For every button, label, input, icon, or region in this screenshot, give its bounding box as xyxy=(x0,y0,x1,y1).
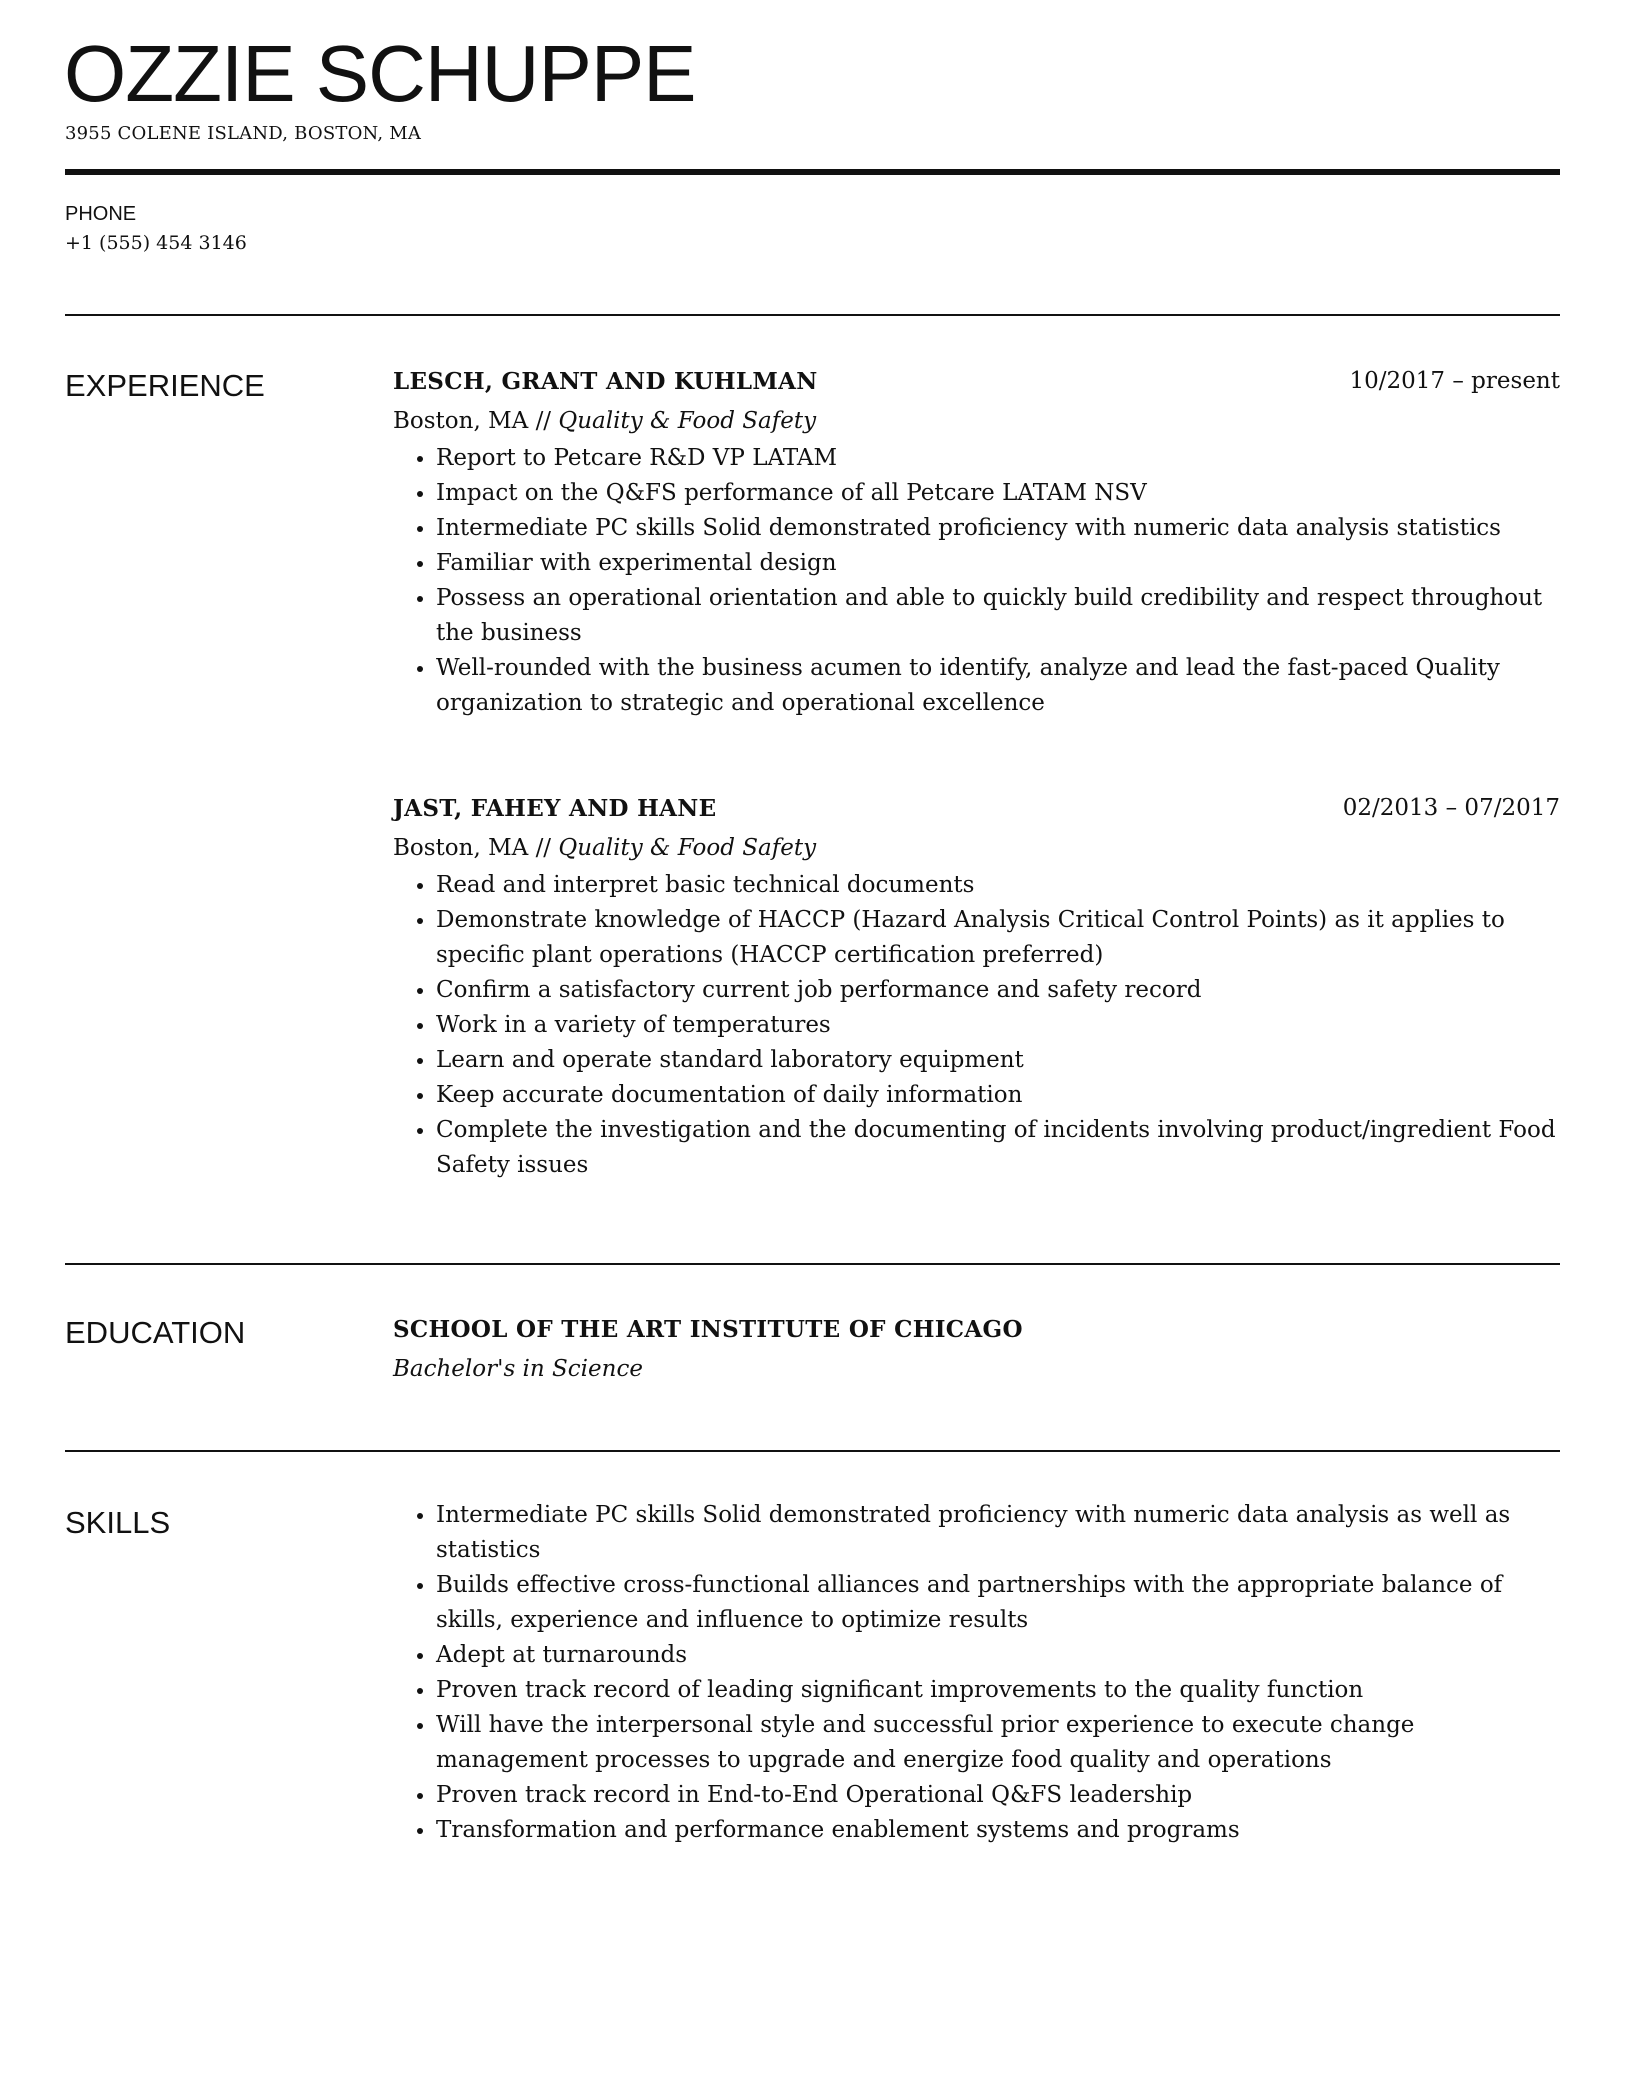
skills-list xyxy=(393,1498,1560,1848)
header-divider xyxy=(65,169,1560,175)
job-subtitle xyxy=(393,404,1560,439)
skills-heading: SKILLS xyxy=(65,1505,171,1540)
separator: // xyxy=(535,408,552,434)
job-dates: 10/2017 – present xyxy=(1349,368,1560,394)
job-subtitle xyxy=(393,831,1560,866)
section-divider xyxy=(65,314,1560,316)
job-role: Quality & Food Safety xyxy=(558,408,817,434)
job-bullets xyxy=(393,868,1560,1183)
job-bullets xyxy=(393,441,1560,721)
company-name: LESCH, GRANT AND KUHLMAN xyxy=(393,368,818,395)
job-location: Boston, MA xyxy=(393,408,529,434)
degree: Bachelor's in Science xyxy=(393,1356,643,1382)
job-role: Quality & Food Safety xyxy=(558,835,817,861)
education-heading: EDUCATION xyxy=(65,1315,246,1350)
job-entry xyxy=(393,791,1560,1183)
phone-label: PHONE xyxy=(65,203,137,225)
list-item: • Intermediate PC skills Solid demonstrated proficiency with numeric data analysis as well as statistics xyxy=(436,1498,1560,1568)
section-divider xyxy=(65,1450,1560,1452)
list-item: • Will have the interpersonal style and successful prior experience to execute change management processes to upgrade and energize food quality and operations xyxy=(436,1708,1560,1778)
list-item: • Learn and operate standard laboratory equipment xyxy=(436,1043,1560,1078)
list-item: • Complete the investigation and the documenting of incidents involving product/ingredient Food Safety issues xyxy=(436,1113,1560,1183)
section-divider xyxy=(65,1263,1560,1265)
list-item: • Work in a variety of temperatures xyxy=(436,1008,1560,1043)
job-entry xyxy=(393,364,1560,721)
list-item: • Demonstrate knowledge of HACCP (Hazard Analysis Critical Control Points) as it applies to specific plant operations (HACCP certification preferred) xyxy=(436,903,1560,973)
phone-number: +1 (555) 454 3146 xyxy=(65,232,247,254)
school-name: SCHOOL OF THE ART INSTITUTE OF CHICAGO xyxy=(393,1316,1023,1343)
education-entry xyxy=(393,1312,1560,1387)
list-item: • Read and interpret basic technical documents xyxy=(436,868,1560,903)
list-item: • Adept at turnarounds xyxy=(436,1638,1560,1673)
list-item: • Builds effective cross-functional alliances and partnerships with the appropriate balance of skills, experience and influence to optimize results xyxy=(436,1568,1560,1638)
experience-list xyxy=(393,364,1560,1183)
job-location: Boston, MA xyxy=(393,835,529,861)
job-dates: 02/2013 – 07/2017 xyxy=(1342,795,1560,821)
list-item: • Report to Petcare R&D VP LATAM xyxy=(436,441,1560,476)
list-item: • Confirm a satisfactory current job performance and safety record xyxy=(436,973,1560,1008)
list-item: • Intermediate PC skills Solid demonstrated proficiency with numeric data analysis statistics xyxy=(436,511,1560,546)
company-name: JAST, FAHEY AND HANE xyxy=(393,795,717,822)
list-item: • Familiar with experimental design xyxy=(436,546,1560,581)
list-item: • Keep accurate documentation of daily information xyxy=(436,1078,1560,1113)
list-item: • Impact on the Q&FS performance of all Petcare LATAM NSV xyxy=(436,476,1560,511)
list-item: • Proven track record of leading significant improvements to the quality function xyxy=(436,1673,1560,1708)
candidate-name: OZZIE SCHUPPE xyxy=(64,29,696,118)
list-item: • Transformation and performance enablement systems and programs xyxy=(436,1813,1560,1848)
experience-heading: EXPERIENCE xyxy=(65,368,265,403)
list-item: • Well-rounded with the business acumen to identify, analyze and lead the fast-paced Quality organization to strategic and operational excellence xyxy=(436,651,1560,721)
separator: // xyxy=(535,835,552,861)
list-item: • Possess an operational orientation and able to quickly build credibility and respect throughout the business xyxy=(436,581,1560,651)
skills-bullets xyxy=(393,1498,1560,1848)
list-item: • Proven track record in End-to-End Operational Q&FS leadership xyxy=(436,1778,1560,1813)
address: 3955 COLENE ISLAND, BOSTON, MA xyxy=(65,123,422,144)
